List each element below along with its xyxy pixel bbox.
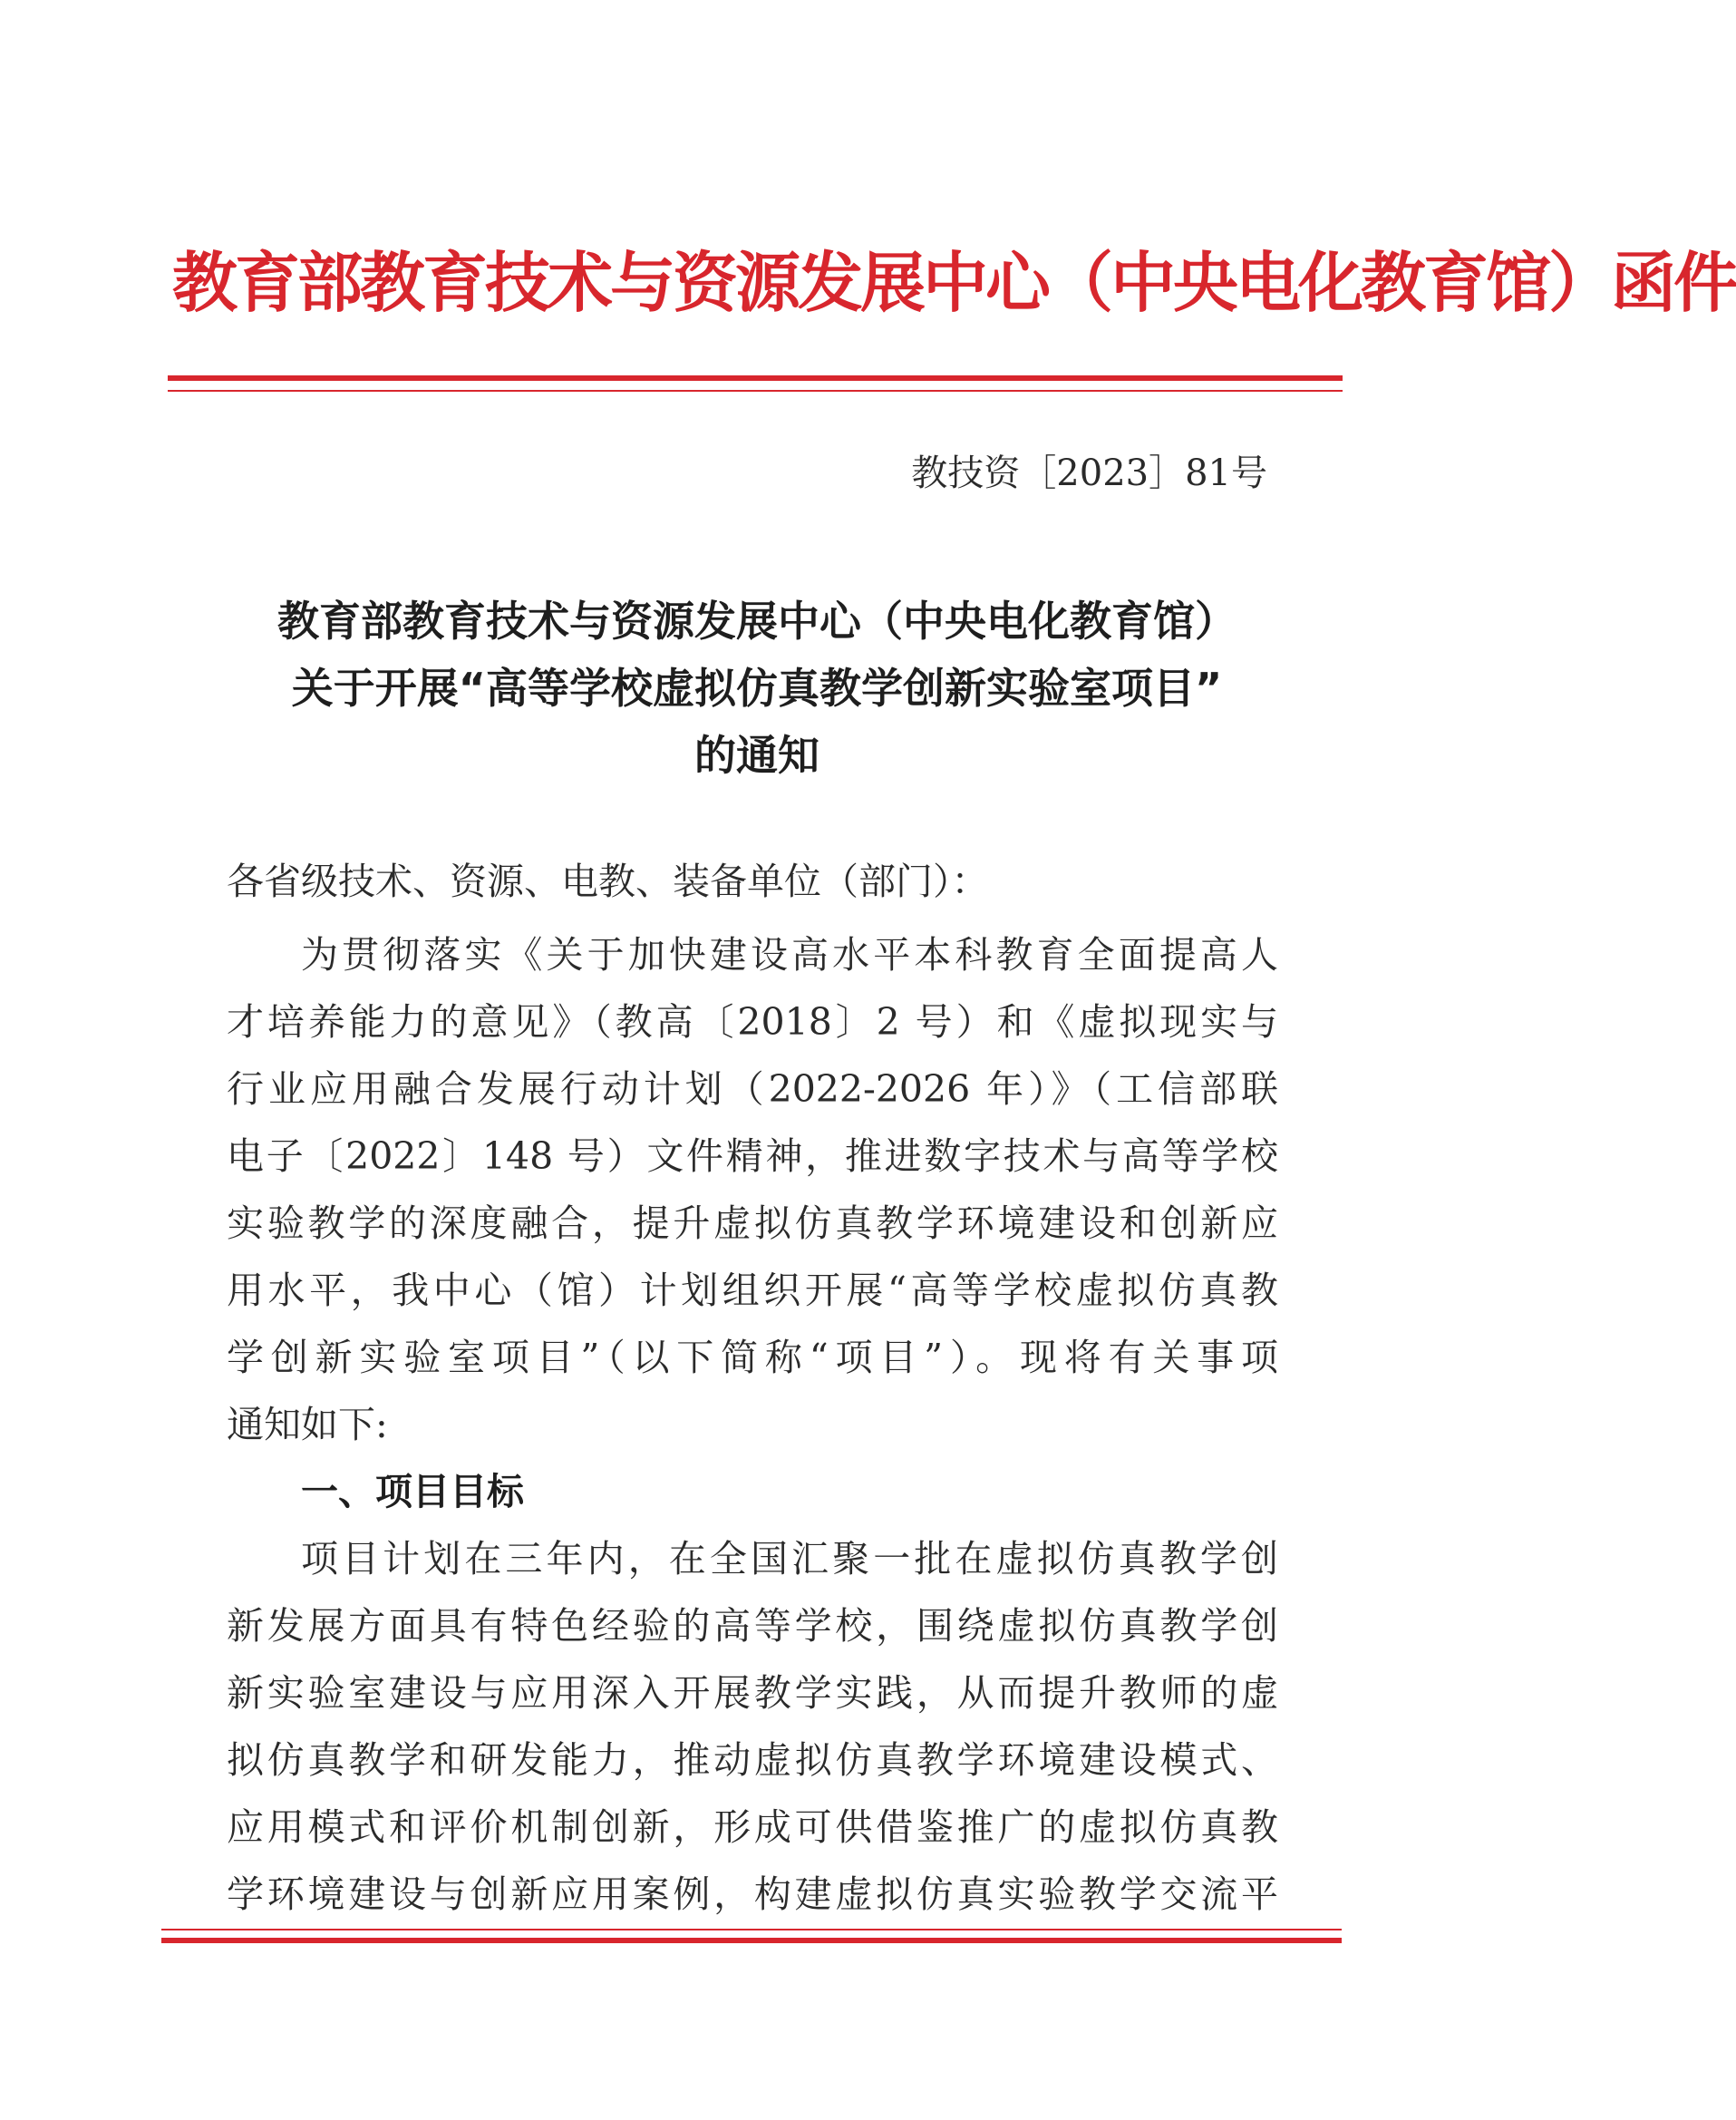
paragraph-line: 新实验室建设与应用深入开展教学实践，从而提升教师的虚 (227, 1671, 1278, 1715)
footer-rule-thin (161, 1929, 1342, 1930)
paragraph-line: 拟仿真教学和研发能力，推动虚拟仿真教学环境建设模式、 (227, 1738, 1278, 1782)
letterhead-rule-thick (168, 375, 1343, 381)
title-line: 关于开展“高等学校虚拟仿真教学创新实验室项目” (291, 664, 1223, 713)
paragraph-line: 通知如下: (227, 1403, 388, 1446)
letterhead-rule-thin (168, 390, 1343, 392)
paragraph-line: 用水平，我中心（馆）计划组织开展“高等学校虚拟仿真教 (227, 1269, 1278, 1312)
salutation: 各省级技术、资源、电教、装备单位（部门）： (227, 860, 989, 903)
title-line: 的通知 (694, 731, 820, 780)
document-number: 教技资［2023］81号 (911, 452, 1267, 494)
footer-rule-thick (161, 1938, 1342, 1943)
document-title (172, 588, 1342, 789)
paragraph-line: 电子〔2022〕148 号）文件精神，推进数字技术与高等学校 (227, 1134, 1278, 1178)
paragraph-line: 为贯彻落实《关于加快建设高水平本科教育全面提高人 (301, 933, 1278, 977)
letterhead-title: 教育部教育技术与资源发展中心（中央电化教育馆）函件 (172, 245, 1736, 321)
paragraph-line: 项目计划在三年内，在全国汇聚一批在虚拟仿真教学创 (301, 1537, 1278, 1580)
paragraph-line: 实验教学的深度融合，提升虚拟仿真教学环境建设和创新应 (227, 1201, 1278, 1245)
paragraph-line: 新发展方面具有特色经验的高等学校，围绕虚拟仿真教学创 (227, 1604, 1278, 1648)
section-heading: 一、项目目标 (301, 1470, 524, 1513)
paragraph-line: 行业应用融合发展行动计划（2022-2026 年）》（工信部联 (227, 1067, 1278, 1111)
paragraph-line: 学环境建设与创新应用案例，构建虚拟仿真实验教学交流平 (227, 1872, 1278, 1916)
document-body (227, 921, 1278, 1928)
paragraph-line: 才培养能力的意见》（教高〔2018〕2 号）和《虚拟现实与 (227, 1000, 1278, 1044)
title-line: 教育部教育技术与资源发展中心（中央电化教育馆） (277, 597, 1237, 646)
paragraph-line: 学创新实验室项目”（以下简称“项目”）。现将有关事项 (227, 1336, 1278, 1379)
paragraph-line: 应用模式和评价机制创新，形成可供借鉴推广的虚拟仿真教 (227, 1805, 1278, 1849)
